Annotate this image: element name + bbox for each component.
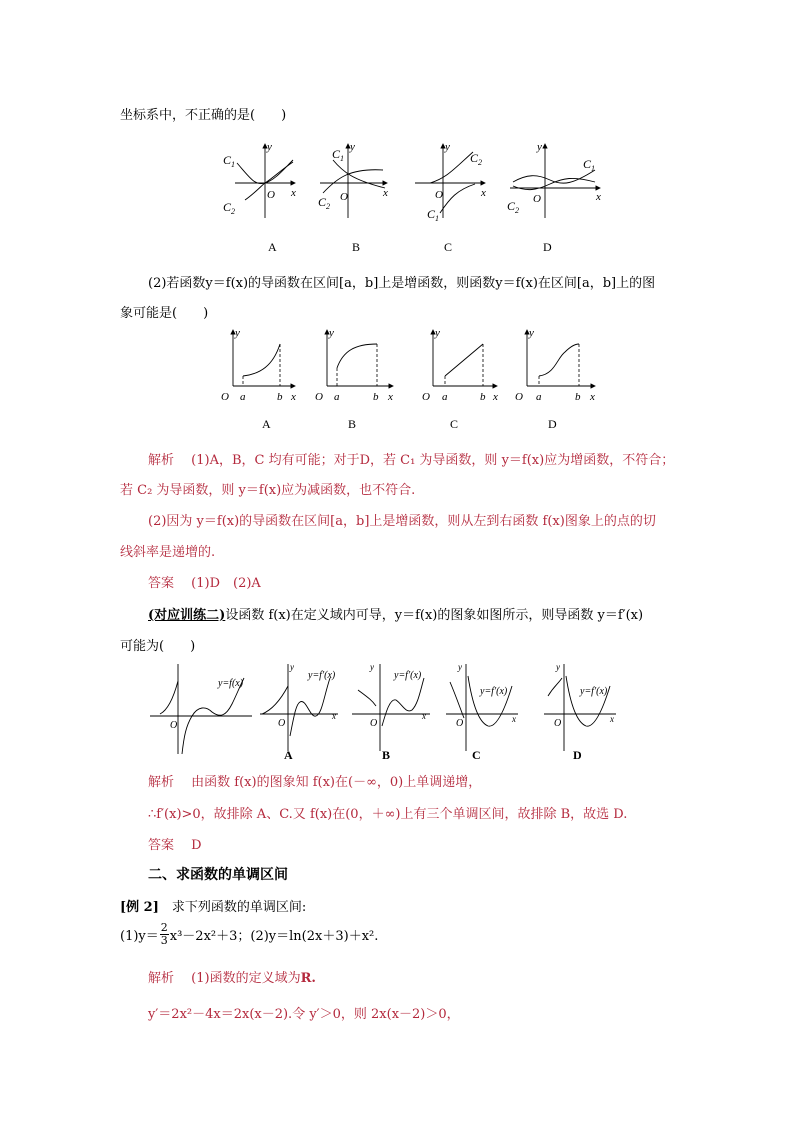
training-tag: (对应训练二): [148, 608, 226, 623]
graph-1b: [318, 141, 388, 218]
example2-solution-line1: [148, 967, 316, 986]
option-label-2c: C: [450, 417, 459, 431]
svg-text:O: O: [278, 718, 286, 729]
svg-text:x: x: [332, 711, 336, 721]
svg-text:b: b: [277, 391, 283, 403]
svg-text:O: O: [456, 718, 464, 729]
svg-text:O: O: [315, 391, 323, 403]
svg-text:x: x: [590, 391, 595, 403]
formula-part1-prefix: (1)y＝: [120, 929, 159, 944]
solution1-line2: 若 C₂ 为导函数，则 y＝f(x)应为减函数，也不符合.: [120, 483, 416, 498]
domain-r: R.: [300, 971, 316, 986]
svg-text:O: O: [554, 718, 562, 729]
svg-text:y: y: [537, 141, 542, 153]
svg-text:a: a: [240, 391, 246, 403]
option-label-3c: C: [472, 748, 481, 762]
figure-group-3: [140, 656, 620, 758]
figure-group-2: [215, 326, 600, 408]
graph-1c: [415, 141, 486, 223]
fraction-numerator: 2: [160, 921, 168, 934]
fraction-two-thirds: [160, 922, 169, 947]
graph-2b: [315, 327, 393, 403]
svg-text:C2: $C_2$: [507, 199, 520, 215]
graph-1d: [507, 141, 601, 218]
solution2-line1: [148, 771, 481, 790]
solution1-label: 解析: [148, 453, 175, 468]
graph-3-original: [150, 664, 252, 754]
answer1-text: (1)D (2)A: [191, 576, 261, 591]
svg-text:x: x: [596, 191, 601, 203]
example2-text: 求下列函数的单调区间:: [171, 900, 307, 915]
svg-text:b: b: [575, 391, 581, 403]
formula-part1-rest: x³－2x²＋3；(2)y＝ln(2x＋3)＋x².: [169, 929, 379, 944]
example2-solution-text1: (1)函数的定义域为: [191, 971, 301, 986]
answer2-label: 答案: [148, 838, 175, 853]
svg-text:y: y: [370, 662, 374, 672]
svg-text:O: O: [370, 718, 378, 729]
graph-2c: [422, 327, 498, 403]
svg-text:y: y: [235, 327, 240, 339]
svg-text:x: x: [481, 187, 486, 199]
svg-text:y: y: [329, 327, 334, 339]
option-label-2b: B: [348, 417, 357, 431]
question1-stem: 坐标系中，不正确的是( ): [120, 108, 287, 123]
graph-3a: [260, 662, 338, 751]
section-heading: 二、求函数的单调区间: [148, 867, 288, 883]
example2-tag: [例 2]: [120, 900, 159, 915]
svg-text:C2: $C_2$: [223, 200, 236, 216]
solution1-line4: 线斜率是递增的.: [120, 545, 216, 560]
option-label-2d: D: [548, 417, 557, 431]
svg-text:O: O: [435, 189, 443, 201]
svg-text:O: O: [221, 391, 229, 403]
svg-text:y=f′(x): y=f′(x): [580, 686, 608, 697]
svg-text:y: y: [435, 327, 440, 339]
svg-text:x: x: [512, 714, 516, 724]
graph-3c: [446, 662, 518, 751]
svg-text:x: x: [493, 391, 498, 403]
svg-text:a: a: [442, 391, 448, 403]
graph-2a: [221, 327, 296, 403]
example2-stem: [120, 896, 306, 915]
svg-text:y: y: [529, 327, 534, 339]
svg-text:y: y: [458, 662, 462, 672]
svg-text:x: x: [291, 391, 296, 403]
graph-3b: [352, 662, 430, 751]
solution2-label: 解析: [148, 775, 175, 790]
training-stem-line2: 可能为( ): [120, 639, 196, 654]
svg-text:y=f′(x): y=f′(x): [308, 670, 336, 681]
question2-stem-line1: (2)若函数y＝f(x)的导函数在区间[a，b]上是增函数，则函数y＝f(x)在区间[a，b]上的图: [148, 276, 656, 291]
solution2-text1: 由函数 f(x)的图象知 f(x)在(－∞，0)上单调递增，: [191, 775, 482, 790]
option-label-3a: A: [284, 748, 293, 762]
option-label-1c: C: [444, 240, 453, 254]
svg-text:O: O: [340, 191, 348, 203]
solution2-line2: ∴f′(x)>0，故排除 A、C.又 f(x)在(0，＋∞)上有三个单调区间，故排除 B，故选 D.: [148, 807, 628, 822]
example2-solution-line2: y′＝2x²－4x＝2x(x－2).令 y′＞0，则 2x(x－2)＞0，: [148, 1007, 460, 1022]
option-label-3d: D: [573, 748, 582, 762]
svg-text:y: y: [556, 662, 560, 672]
figure-group-1: [215, 138, 615, 223]
svg-text:x: x: [422, 711, 426, 721]
solution1-text1: (1)A，B，C 均有可能；对于D，若 C₁ 为导函数，则 y＝f(x)应为增函数，不符合；: [191, 453, 675, 468]
svg-text:b: b: [373, 391, 379, 403]
svg-text:x: x: [291, 187, 296, 199]
training-stem-line1: [148, 604, 643, 623]
svg-text:C2: $C_2$: [318, 195, 331, 211]
svg-text:O: O: [422, 391, 430, 403]
svg-text:O: O: [170, 720, 178, 731]
solution1-line1: [148, 449, 674, 468]
answer1: [148, 572, 261, 591]
svg-text:a: a: [334, 391, 340, 403]
answer2-text: D: [191, 838, 202, 853]
fraction-denominator: 3: [160, 934, 168, 947]
answer1-label: 答案: [148, 576, 175, 591]
option-label-2a: A: [262, 417, 271, 431]
svg-text:y=f′(x): y=f′(x): [480, 686, 508, 697]
svg-text:C1: $C_1$: [427, 207, 440, 223]
svg-text:y: y: [445, 141, 450, 153]
svg-text:y: y: [290, 662, 294, 672]
graph-3d: [544, 662, 616, 751]
svg-text:C1: $C_1$: [583, 157, 596, 173]
svg-text:C1: $C_1$: [332, 147, 345, 163]
example2-solution-label: 解析: [148, 971, 175, 986]
svg-text:x: x: [383, 187, 388, 199]
svg-text:y=f(x): y=f(x): [218, 678, 244, 689]
svg-text:O: O: [515, 391, 523, 403]
svg-text:O: O: [533, 193, 541, 205]
svg-text:y=f′(x): y=f′(x): [394, 670, 422, 681]
svg-text:x: x: [610, 714, 614, 724]
training-stem-text: 设函数 f(x)在定义域内可导，y＝f(x)的图象如图所示，则导函数 y＝f′(x): [225, 608, 644, 623]
svg-text:x: x: [388, 391, 393, 403]
option-label-1a: A: [268, 240, 277, 254]
solution1-line3: (2)因为 y＝f(x)的导函数在区间[a，b]上是增函数，则从左到右函数 f(x)图象上的点的切: [148, 514, 656, 529]
answer2: [148, 834, 202, 853]
svg-text:y: y: [350, 141, 355, 153]
svg-text:C1: $C_1$: [223, 153, 236, 169]
question2-stem-line2: 象可能是( ): [120, 306, 209, 321]
option-label-3b: B: [382, 748, 391, 762]
graph-2d: [515, 327, 595, 403]
svg-text:y: y: [267, 141, 272, 153]
svg-text:O: O: [267, 189, 275, 201]
graph-1a: [223, 141, 296, 218]
example2-formula: [120, 922, 378, 947]
svg-text:a: a: [536, 391, 542, 403]
svg-text:C2: $C_2$: [470, 151, 483, 167]
svg-text:b: b: [480, 391, 486, 403]
option-label-1b: B: [352, 240, 361, 254]
option-label-1d: D: [543, 240, 552, 254]
